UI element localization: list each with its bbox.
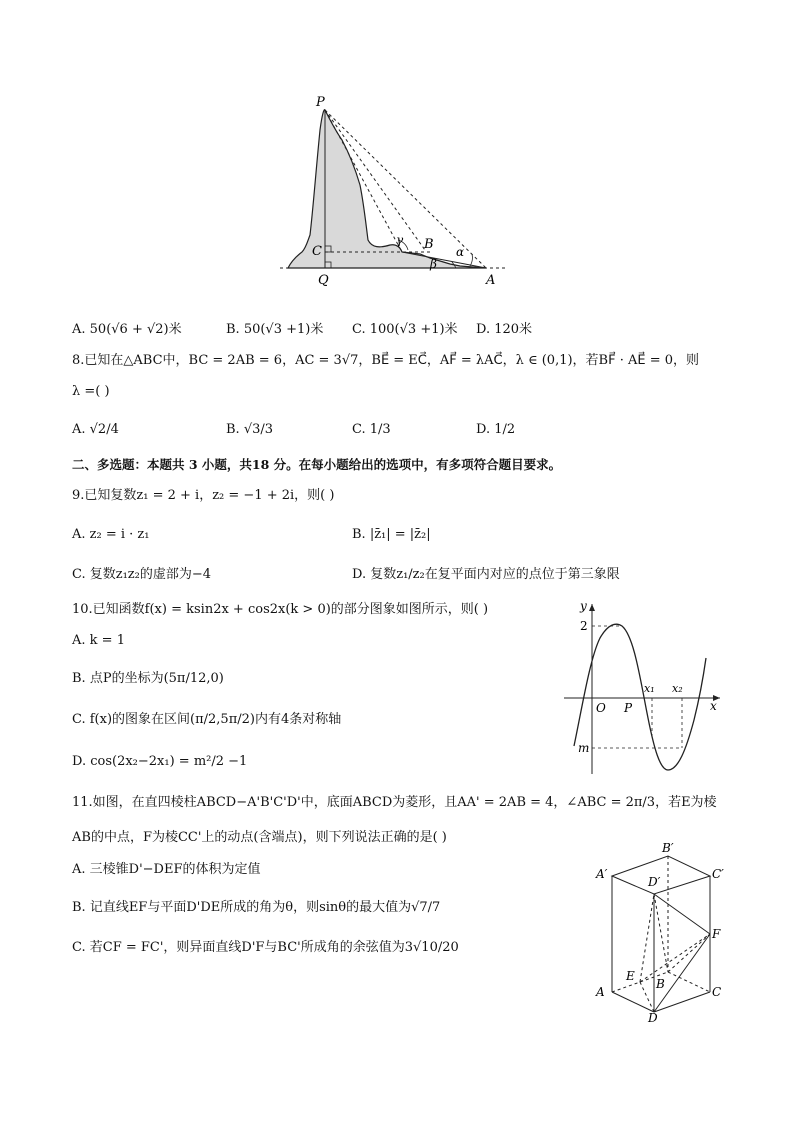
q11-stem-line2: AB的中点，F为棱CC'上的动点(含端点)，则下列说法正确的是( ) [72, 830, 447, 845]
prism-figure [592, 840, 728, 1024]
label-gamma: γ [396, 233, 404, 247]
label-B: B [424, 237, 434, 252]
graph-label-x1: x₁ [644, 682, 655, 695]
graph-label-y: y [580, 599, 587, 613]
q8-stem-line1: 8.已知在△ABC中，BC = 2AB = 6，AC = 3√7，BE⃗ = EC⃗，AF⃗ = λAC⃗，λ ∈ (0,1)，若BF⃗ · AE⃗ = 0，则 [72, 353, 700, 368]
q9-stem: 9.已知复数z₁ = 2 + i，z₂ = −1 + 2i，则( ) [72, 488, 335, 503]
q9-option-c: C. 复数z₁z₂的虚部为−4 [72, 567, 212, 582]
prism-label-b: B [656, 977, 665, 991]
q11-option-c: C. 若CF = FC'，则异面直线D'F与BC'所成角的余弦值为3√10/20 [72, 940, 459, 955]
q11-option-a: A. 三棱锥D'−DEF的体积为定值 [72, 862, 261, 877]
prism-label-b1: B′ [662, 841, 674, 855]
section2-heading: 二、多选题：本题共 3 小题，共18 分。在每小题给出的选项中，有多项符合题目要求。 [72, 457, 562, 472]
prism-label-c: C [712, 985, 722, 999]
label-Q: Q [318, 273, 329, 288]
label-C: C [312, 244, 322, 259]
q7-option-a: A. 50(√6 + √2)米 [72, 322, 182, 337]
q8-option-a: A. √2/4 [72, 422, 119, 437]
prism-label-e: E [626, 969, 635, 983]
function-graph [560, 598, 726, 776]
label-beta: β [430, 257, 437, 271]
q9-option-d: D. 复数z₁/z₂在复平面内对应的点位于第三象限 [352, 567, 620, 582]
q8-option-d: D. 1/2 [476, 422, 516, 437]
q10-option-d: D. cos(2x₂−2x₁) = m²/2 −1 [72, 754, 248, 769]
q10-option-b: B. 点P的坐标为(5π/12,0) [72, 671, 224, 686]
graph-label-p: P [624, 701, 633, 715]
q7-option-b: B. 50(√3 +1)米 [226, 322, 324, 337]
prism-label-d1: D′ [648, 875, 661, 889]
q11-stem-line1: 11.如图，在直四棱柱ABCD−A'B'C'D'中，底面ABCD为菱形，且AA' = 2AB = 4，∠ABC = 2π/3，若E为棱 [72, 795, 717, 810]
prism-label-f: F [712, 927, 721, 941]
prism-label-d: D [648, 1011, 658, 1024]
q9-option-a: A. z₂ = i · z₁ [72, 527, 150, 542]
label-P: P [316, 95, 325, 110]
q8-option-b: B. √3/3 [226, 422, 274, 437]
prism-label-a: A [596, 985, 605, 999]
prism-label-c1: C′ [712, 867, 724, 881]
q8-option-c: C. 1/3 [352, 422, 391, 437]
label-A: A [486, 273, 496, 288]
q10-stem: 10.已知函数f(x) = ksin2x + cos2x(k > 0)的部分图象如图所示，则( ) [72, 602, 489, 617]
q9-option-b: B. |z̄₁| = |z̄₂| [352, 527, 431, 542]
mountain-figure [280, 90, 510, 290]
q10-option-c: C. f(x)的图象在区间(π/2,5π/2)内有4条对称轴 [72, 712, 342, 727]
graph-label-x2: x₂ [672, 682, 683, 695]
graph-label-x: x [710, 699, 717, 713]
q7-option-d: D. 120米 [476, 322, 533, 337]
prism-label-a1: A′ [596, 867, 608, 881]
q10-option-a: A. k = 1 [72, 633, 125, 648]
q8-stem-line2: λ =( ) [72, 384, 110, 399]
q11-option-b: B. 记直线EF与平面D'DE所成的角为θ，则sinθ的最大值为√7/7 [72, 900, 441, 915]
q7-option-c: C. 100(√3 +1)米 [352, 322, 458, 337]
graph-label-two: 2 [580, 619, 588, 633]
label-alpha: α [456, 245, 465, 259]
graph-label-m: m [578, 741, 590, 755]
graph-label-o: O [596, 701, 606, 715]
